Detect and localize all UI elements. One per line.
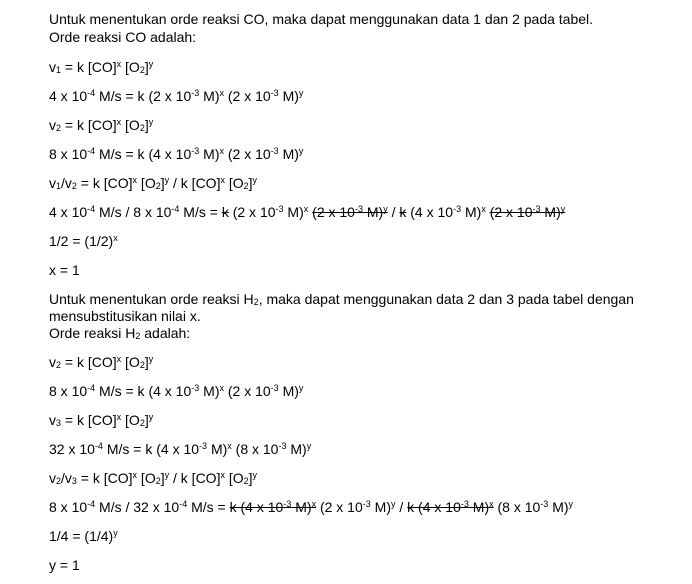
- equation-data1: 4 x $10^{-4}$ M/s = k (2 x $10^{-3}$ M)$^x$ (2 x $10^{-3}$ M)$^y$: [49, 88, 304, 104]
- equation-ratio-v2-v3: $v_2/v_3 = k$ [CO]$^x$ $[O_2]^y$ / k [CO]$^x$ $[O_2]^y$: [49, 470, 258, 486]
- equation-v2: $v_2 = k$ [CO]$^x$ $[O_2]^y$: [49, 117, 154, 133]
- h2-intro-continuation: mensubstitusikan nilai x.: [49, 308, 201, 324]
- equation-half: $1/2 = (1/2)^x$: [49, 233, 118, 249]
- equation-data3: 32 x $10^{-4}$ M/s = k (4 x $10^{-3}$ M)$^x$ (8 x $10^{-3}$ M)$^y$: [49, 441, 312, 457]
- h2-intro-text: Untuk menentukan orde reaksi $H_2$, maka dapat menggunakan data 2 dan 3 pada tabel dengan: [49, 291, 634, 307]
- equation-ratio-substituted: 4 x $10^{-4}$ M/s / 8 x $10^{-4}$ M/s = k (2 x $10^{-3}$ M)$^x$ (2 x $10^{-3}$ M)$^y$ / k (4 x $10^{-3}$ M)$^x$ (2 x $10^{-3}$ M)$^y$: [49, 204, 566, 220]
- equation-data2-b: 8 x $10^{-4}$ M/s = k (4 x $10^{-3}$ M)$^x$ (2 x $10^{-3}$ M)$^y$: [49, 383, 304, 399]
- h2-order-heading: Orde reaksi $H_2$ adalah:: [49, 325, 191, 341]
- equation-data2: 8 x $10^{-4}$ M/s = k (4 x $10^{-3}$ M)$^x$ (2 x $10^{-3}$ M)$^y$: [49, 146, 304, 162]
- equation-v1: $v_1 = k$ [CO]$^x$ $[O_2]^y$: [49, 59, 154, 75]
- co-order-heading: Orde reaksi CO adalah:: [49, 29, 197, 45]
- equation-ratio-substituted-b: 8 x $10^{-4}$ M/s / 32 x $10^{-4}$ M/s = k (4 x $10^{-3}$ M)$^x$ (2 x $10^{-3}$ M)$^y$ / k (4 x $10^{-3}$ M)$^x$ (8 x $10^{-3}$ M)$^y$: [49, 499, 574, 515]
- equation-ratio-v1-v2: $v_1/v_2 = k$ [CO]$^x$ $[O_2]^y$ / k [CO]$^x$ $[O_2]^y$: [49, 175, 258, 191]
- equation-v3: $v_3 = k$ [CO]$^x$ $[O_2]^y$: [49, 412, 154, 428]
- equation-v2-b: $v_2 = k$ [CO]$^x$ $[O_2]^y$: [49, 354, 154, 370]
- result-y: y = 1: [49, 557, 80, 573]
- equation-quarter: $1/4 = (1/4)^y$: [49, 528, 118, 544]
- result-x: x = 1: [49, 262, 80, 278]
- co-intro-text: Untuk menentukan orde reaksi CO, maka dapat menggunakan data 1 dan 2 pada tabel.: [49, 11, 594, 27]
